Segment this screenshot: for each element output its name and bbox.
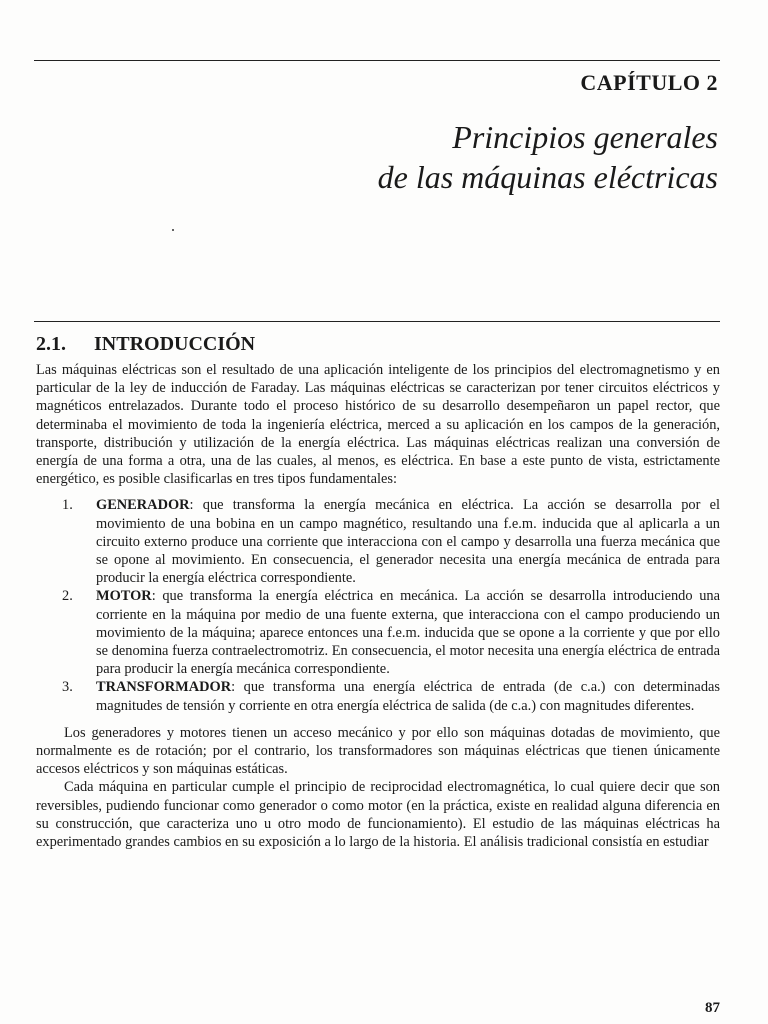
list-item-number: 1. xyxy=(62,497,73,514)
section-rule xyxy=(34,321,720,322)
list-item-number: 2. xyxy=(62,588,73,605)
chapter-title xyxy=(378,117,718,197)
list-item-number: 3. xyxy=(62,679,73,696)
list-item-motor xyxy=(36,587,720,678)
chapter-label: CAPÍTULO 2 xyxy=(580,70,718,95)
paragraph-3: Cada máquina en particular cumple el principio de reciprocidad electromagnética, lo cual quiere decir que son reversibles, pudiendo funcionar como generador o como motor (en la práctica, existe en realidad alguna diferencia en su construcción, que caracteriza uno u otro modo de funcionamiento). El estudio de las máquinas eléctricas ha experimentado grandes cambios en su exposición a lo largo de la historia. El análisis tradicional consistía en estudiar xyxy=(36,779,720,851)
list-item-term: TRANSFORMADOR xyxy=(96,679,232,696)
section-title: INTRODUCCIÓN xyxy=(94,333,256,355)
section-heading xyxy=(36,333,255,356)
section-number: 2.1. xyxy=(36,333,66,355)
list-item-generador xyxy=(36,496,720,587)
list-item-text: : que transforma la energía eléctrica en mecánica. La acción se desarrolla introduciendo una corriente en la máquina por medio de una fuente externa, que interacciona con el campo produciendo un movimiento de la máquina; aparece entonces una f.e.m. inducida que se opone a la corriente y que por ello se denomina fuerza contraelectromotriz. En consecuencia, el motor necesita una energía eléctrica de entrada para producir la energía mecánica correspondiente. xyxy=(96,588,720,678)
list-item-transformador xyxy=(36,678,720,714)
body-text xyxy=(36,361,720,851)
chapter-title-line-2: de las máquinas eléctricas xyxy=(377,159,718,195)
list-item-text: : que transforma una energía eléctrica de entrada (de c.a.) con determinadas magnitudes de tensión y corriente en otra energía eléctrica de salida (de c.a.) con magnitudes diferentes. xyxy=(96,679,720,714)
paragraph-2: Los generadores y motores tienen un acceso mecánico y por ello son máquinas dotadas de movimiento, que normalmente es de rotación; por el contrario, los transformadores son máquinas eléctricas que tienen únicamente accesos eléctricos y son máquinas estáticas. xyxy=(36,724,720,778)
top-rule xyxy=(34,60,720,61)
list-item-term: GENERADOR xyxy=(96,497,190,514)
print-speck xyxy=(172,229,174,231)
chapter-title-line-1: Principios generales xyxy=(452,119,718,155)
list-item-text: : que transforma la energía mecánica en eléctrica. La acción se desarrolla por el movimiento de una bobina en un campo magnético, resultando una f.e.m. inducida que al aplicarla a un circuito externo produce una corriente que interacciona con el campo y desarrolla una fuerza mecánica que se opone al movimiento. En consecuencia, el generador necesita una energía mecánica de entrada para producir la energía eléctrica correspondiente. xyxy=(96,497,720,587)
intro-paragraph: Las máquinas eléctricas son el resultado de una aplicación inteligente de los principios del electromagnetismo y en particular de la ley de inducción de Faraday. Las máquinas eléctricas se caracterizan por tener circuitos eléctricos y magnéticos entrelazados. Durante todo el proceso histórico de su desarrollo desempeñaron un papel rector, que determinaba el movimiento de toda la ingeniería eléctrica, merced a su aplicación en los campos de la generación, transporte, distribución y utilización de la energía eléctrica. Las máquinas eléctricas realizan una conversión de energía de una forma a otra, una de las cuales, al menos, es eléctrica. En base a este punto de vista, estrictamente energético, es posible clasificarlas en tres tipos fundamentales: xyxy=(36,362,720,488)
machine-types-list xyxy=(36,496,720,714)
list-item-term: MOTOR xyxy=(96,588,152,605)
page-number: 87 xyxy=(705,1000,720,1016)
